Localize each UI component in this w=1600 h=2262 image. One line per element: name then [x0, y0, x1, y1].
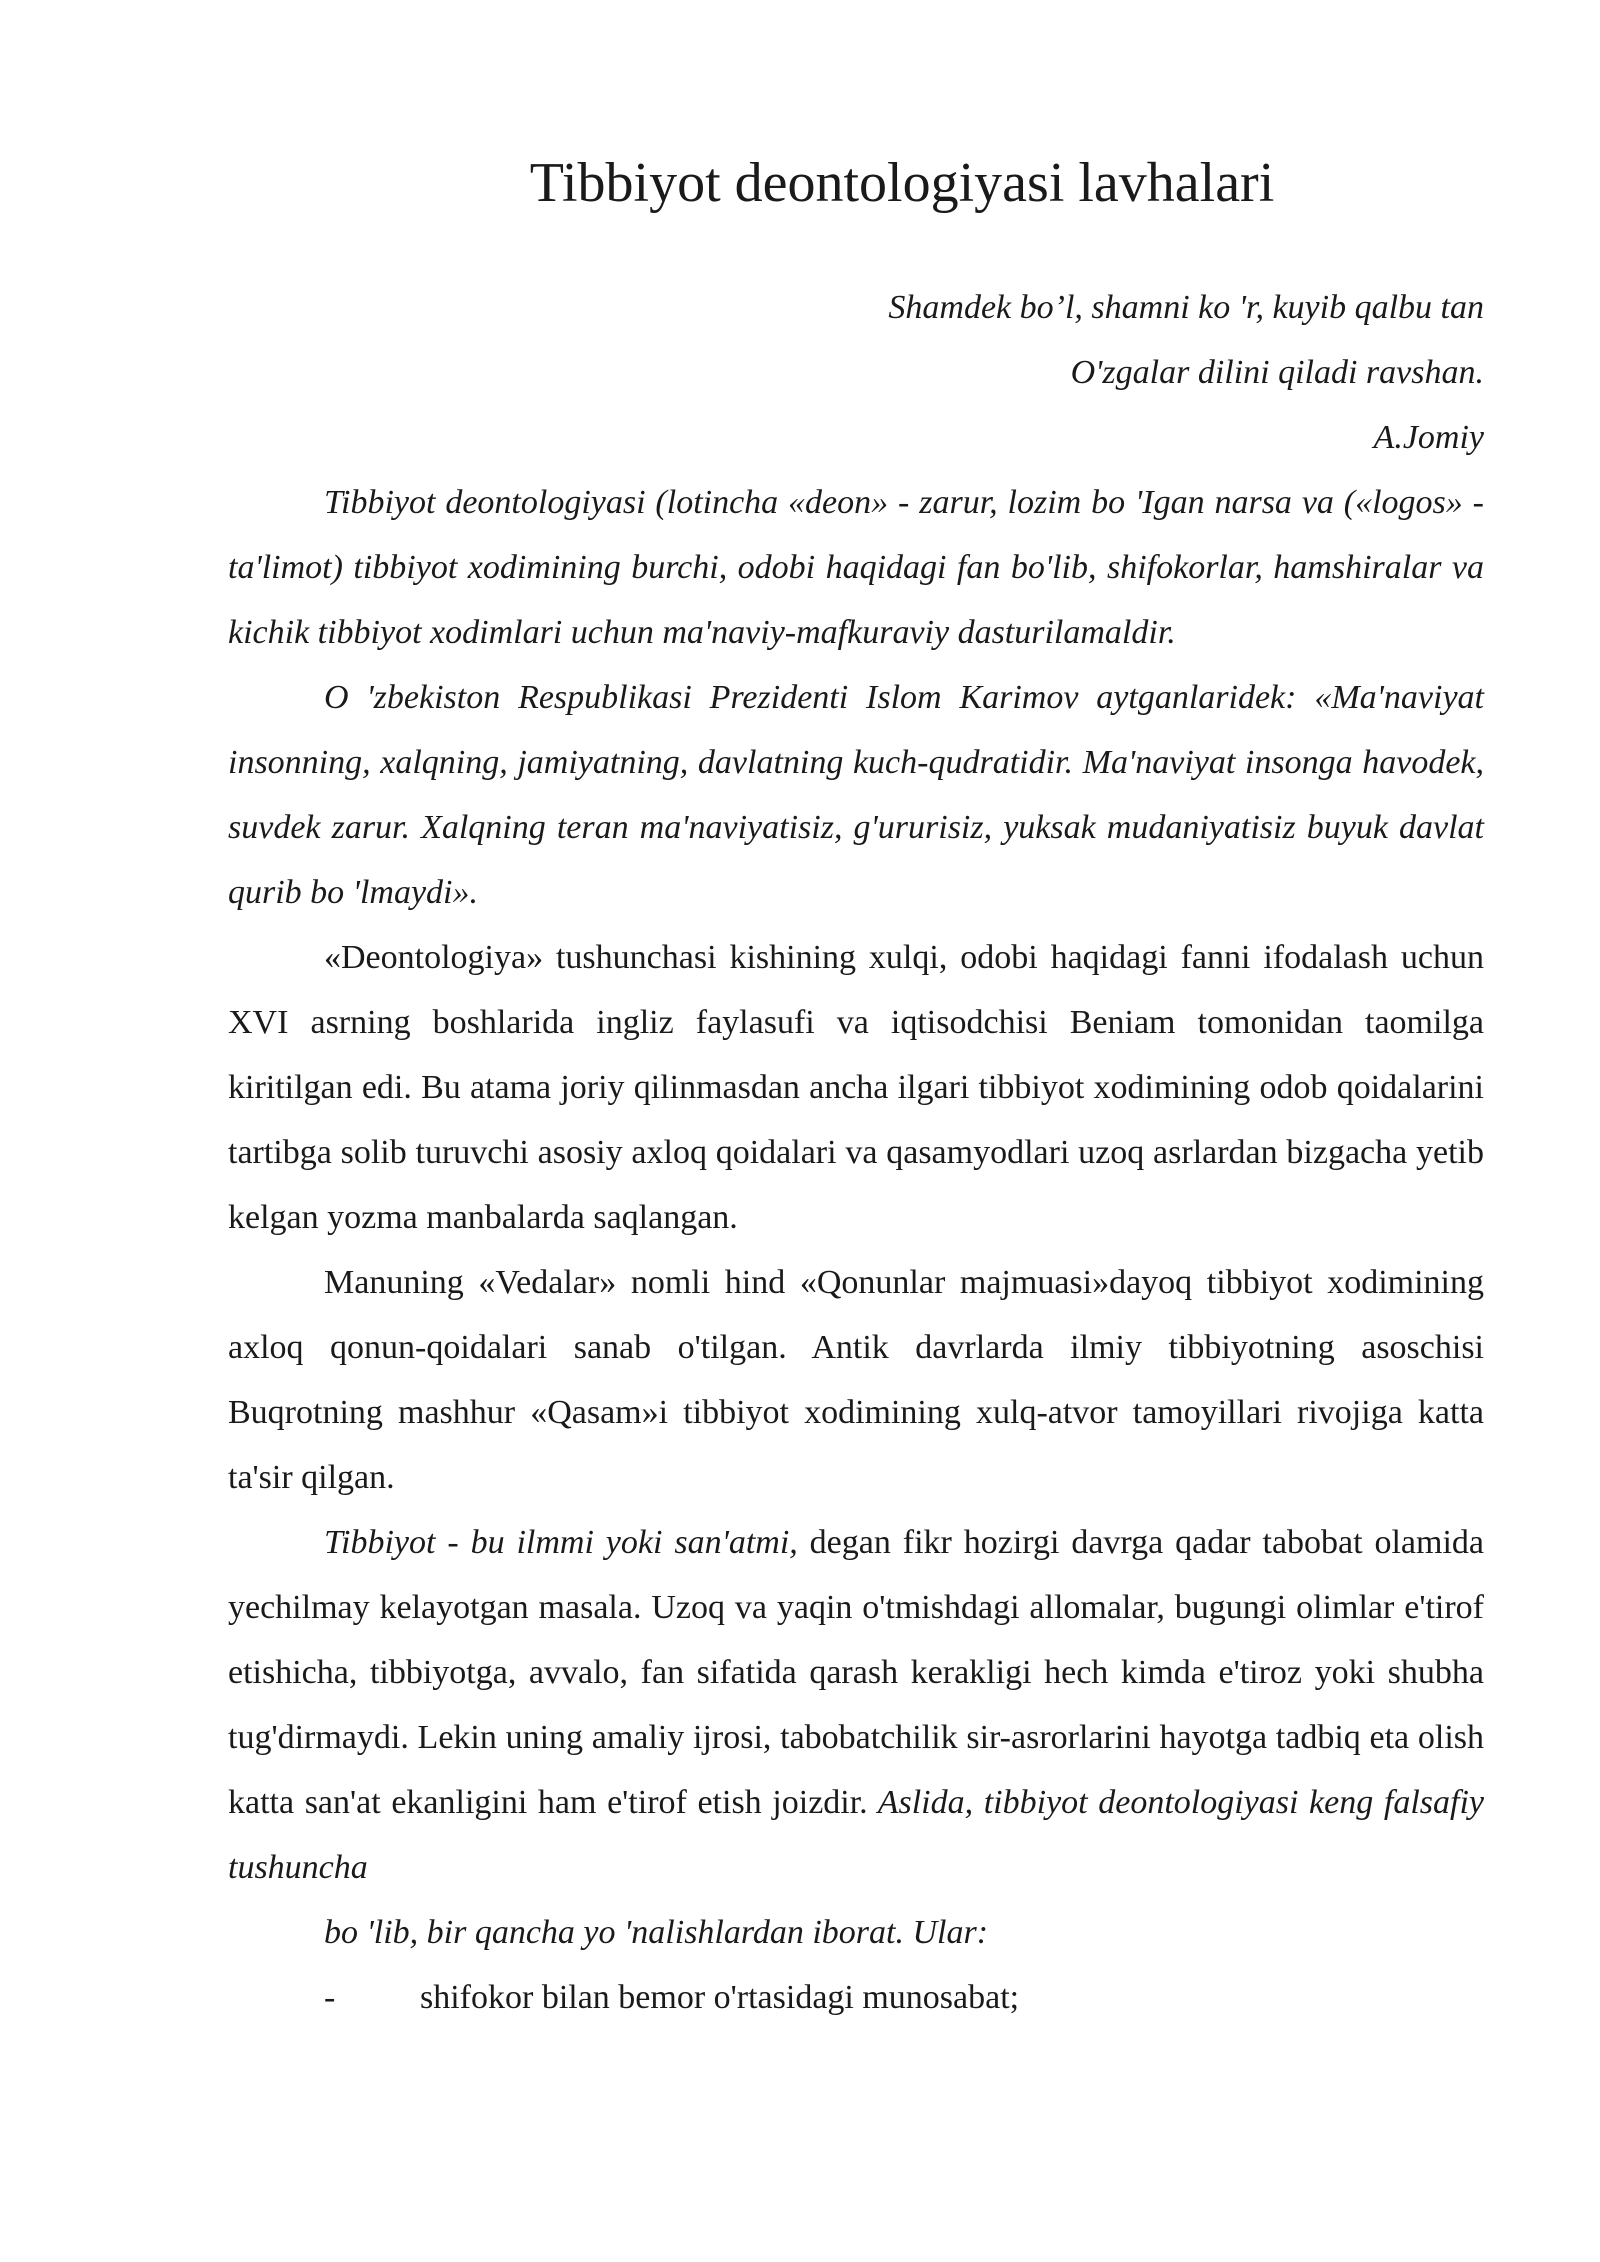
- list-item: [228, 1965, 1484, 2030]
- paragraph-3: «Deontologiya» tushunchasi kishining xulqi, odobi haqidagi fanni ifodalash uchun XVI asrning boshlarida ingliz faylasufi va iqtisodchisi Beniam tomonidan taomilga kiritilgan edi. Bu atama joriy qilinmasdan ancha ilgari tibbiyot xodimining odob qoidalarini tartibga solib turuvchi asosiy axloq qoidalari va qasamyodlari uzoq asrlardan bizgacha yetib kelgan yozma manbalarda saqlangan.: [228, 939, 1484, 1237]
- paragraph-1: Tibbiyot deontologiyasi (lotincha «deon» - zarur, lozim bo 'Igan narsa va («logos» - ta'limot) tibbiyot xodimining burchi, odobi haqidagi fan bo'lib, shifokorlar, hamshiralar va kichik tibbiyot xodimlari uchun ma'naviy-mafkuraviy dasturilamaldir.: [228, 484, 1484, 652]
- epigraph-author: A.Jomiy: [1373, 419, 1484, 457]
- list-item-text: shifokor bilan bemor o'rtasidagi munosabat;: [420, 1979, 1020, 2017]
- paragraph-2: O 'zbekiston Respublikasi Prezidenti Islom Karimov aytganlaridek: «Ma'naviyat insonning, xalqning, jamiyatning, davlatning kuch-qudratidir. Ma'naviyat insonga havodek, suvdek zarur. Xalqning teran ma'naviyatisiz, g'ururisiz, yuksak mudaniyatisiz buyuk davlat qurib bo 'lmaydi».: [228, 679, 1484, 912]
- document-page: [228, 150, 1484, 2030]
- paragraph-4: Manuning «Vedalar» nomli hind «Qonunlar majmuasi»dayoq tibbiyot xodimining axloq qonun-qoidalari sanab o'tilgan. Antik davrlarda ilmiy tibbiyotning asoschisi Buqrotning mashhur «Qasam»i tibbiyot xodimining xulq-atvor tamoyillari rivojiga katta ta'sir qilgan.: [228, 1264, 1484, 1497]
- epigraph-line-2: O'zgalar dilini qiladi ravshan.: [1070, 354, 1484, 392]
- page-title: Tibbiyot deontologiyasi lavhalari: [529, 152, 1275, 214]
- paragraph-5-body: degan fikr hozirgi davrga qadar tabobat olamida yechilmay kelayotgan masala. Uzoq va yaqin o'tmishdagi allomalar, bugungi olimlar e'tirof etishicha, tibbiyotga, avvalo, fan sifatida qarash kerakligi hech kimda e'tiroz yoki shubha tug'dirmaydi. Lekin uning amaliy ijrosi, tabobatchilik sir-asrorlarini hayotga tadbiq eta olish katta san'at ekanligini ham e'tirof etish joizdir.: [228, 1524, 1484, 1822]
- paragraph-5-italic-start: Tibbiyot - bu ilmmi yoki san'atmi,: [324, 1524, 798, 1562]
- list-marker: -: [324, 1979, 336, 2017]
- paragraph-6: bo 'lib, bir qancha yo 'nalishlardan iborat. Ular:: [324, 1914, 989, 1952]
- epigraph-line-1: Shamdek bo’l, shamni ko 'r, kuyib qalbu tan: [888, 289, 1484, 327]
- paragraph-5-italic-end: Aslida, tibbiyot deontologiyasi keng falsafiy tushuncha: [228, 1784, 1484, 1887]
- paragraph-5: [228, 1510, 1484, 1900]
- epigraph: [228, 275, 1484, 470]
